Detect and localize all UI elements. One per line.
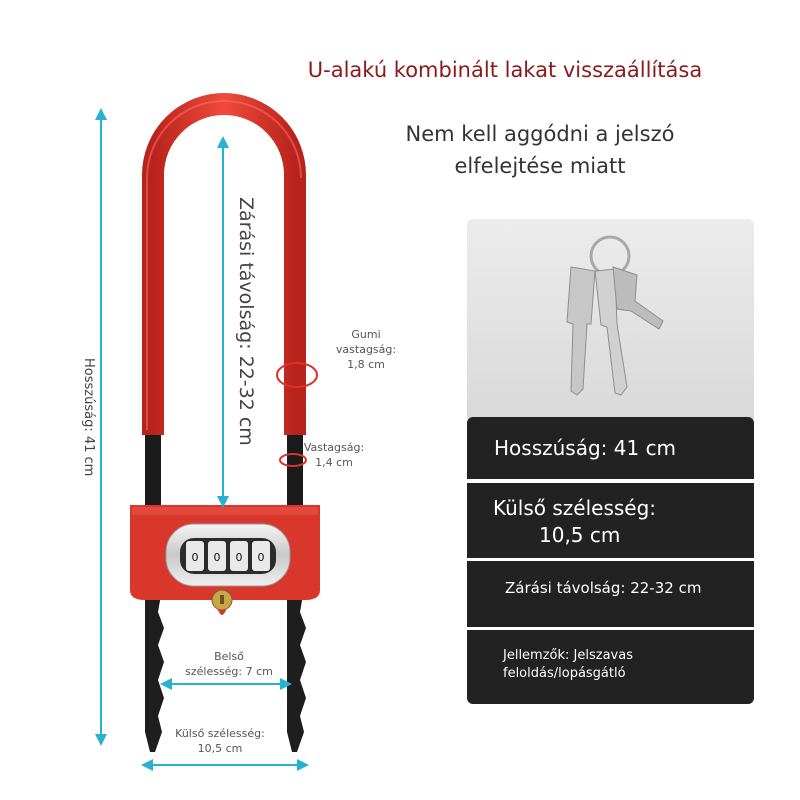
- spec-outer-width-label: Külső szélesség:: [493, 496, 657, 520]
- key-1: [567, 267, 595, 395]
- spec-lock-distance-text: Zárási távolság: 22-32 cm: [505, 579, 702, 597]
- keys-image-panel: [467, 219, 754, 419]
- spec-lock-distance: [467, 561, 754, 627]
- page-title: U-alakú kombinált lakat visszaállítása: [307, 58, 703, 82]
- spec-features: [467, 630, 754, 704]
- dial-digit-4: 0: [257, 551, 265, 564]
- total-length-label: Hosszúság: 41 cm: [81, 358, 96, 477]
- spec-length-text: Hosszúság: 41 cm: [494, 436, 677, 460]
- subtitle-line-2: elfelejtése miatt: [454, 154, 626, 178]
- spec-features-line-1: Jellemzők: Jelszavas: [503, 648, 633, 663]
- subtitle-line-1: Nem kell aggódni a jelszó: [405, 122, 675, 146]
- keys-drawing: [467, 219, 754, 419]
- spec-length: [467, 417, 754, 479]
- dial-digit-1: 0: [191, 551, 199, 564]
- spec-outer-width: [467, 483, 754, 558]
- dial-digit-2: 0: [213, 551, 221, 564]
- outer-width-label: Külső szélesség: 10,5 cm: [175, 727, 265, 755]
- spec-outer-width-value: 10,5 cm: [539, 523, 621, 547]
- dial-digit-3: 0: [235, 551, 243, 564]
- thickness-label: Vastagság: 1,4 cm: [303, 441, 365, 469]
- lock-distance-label: Zárási távolság: 22-32 cm: [235, 197, 257, 446]
- key-3: [613, 267, 663, 329]
- rubber-thickness-label: Gumi vastagság: 1,8 cm: [335, 328, 397, 371]
- spec-features-line-2: feloldás/lopásgátló: [503, 666, 626, 681]
- inner-width-label: Belső szélesség: 7 cm: [185, 650, 273, 678]
